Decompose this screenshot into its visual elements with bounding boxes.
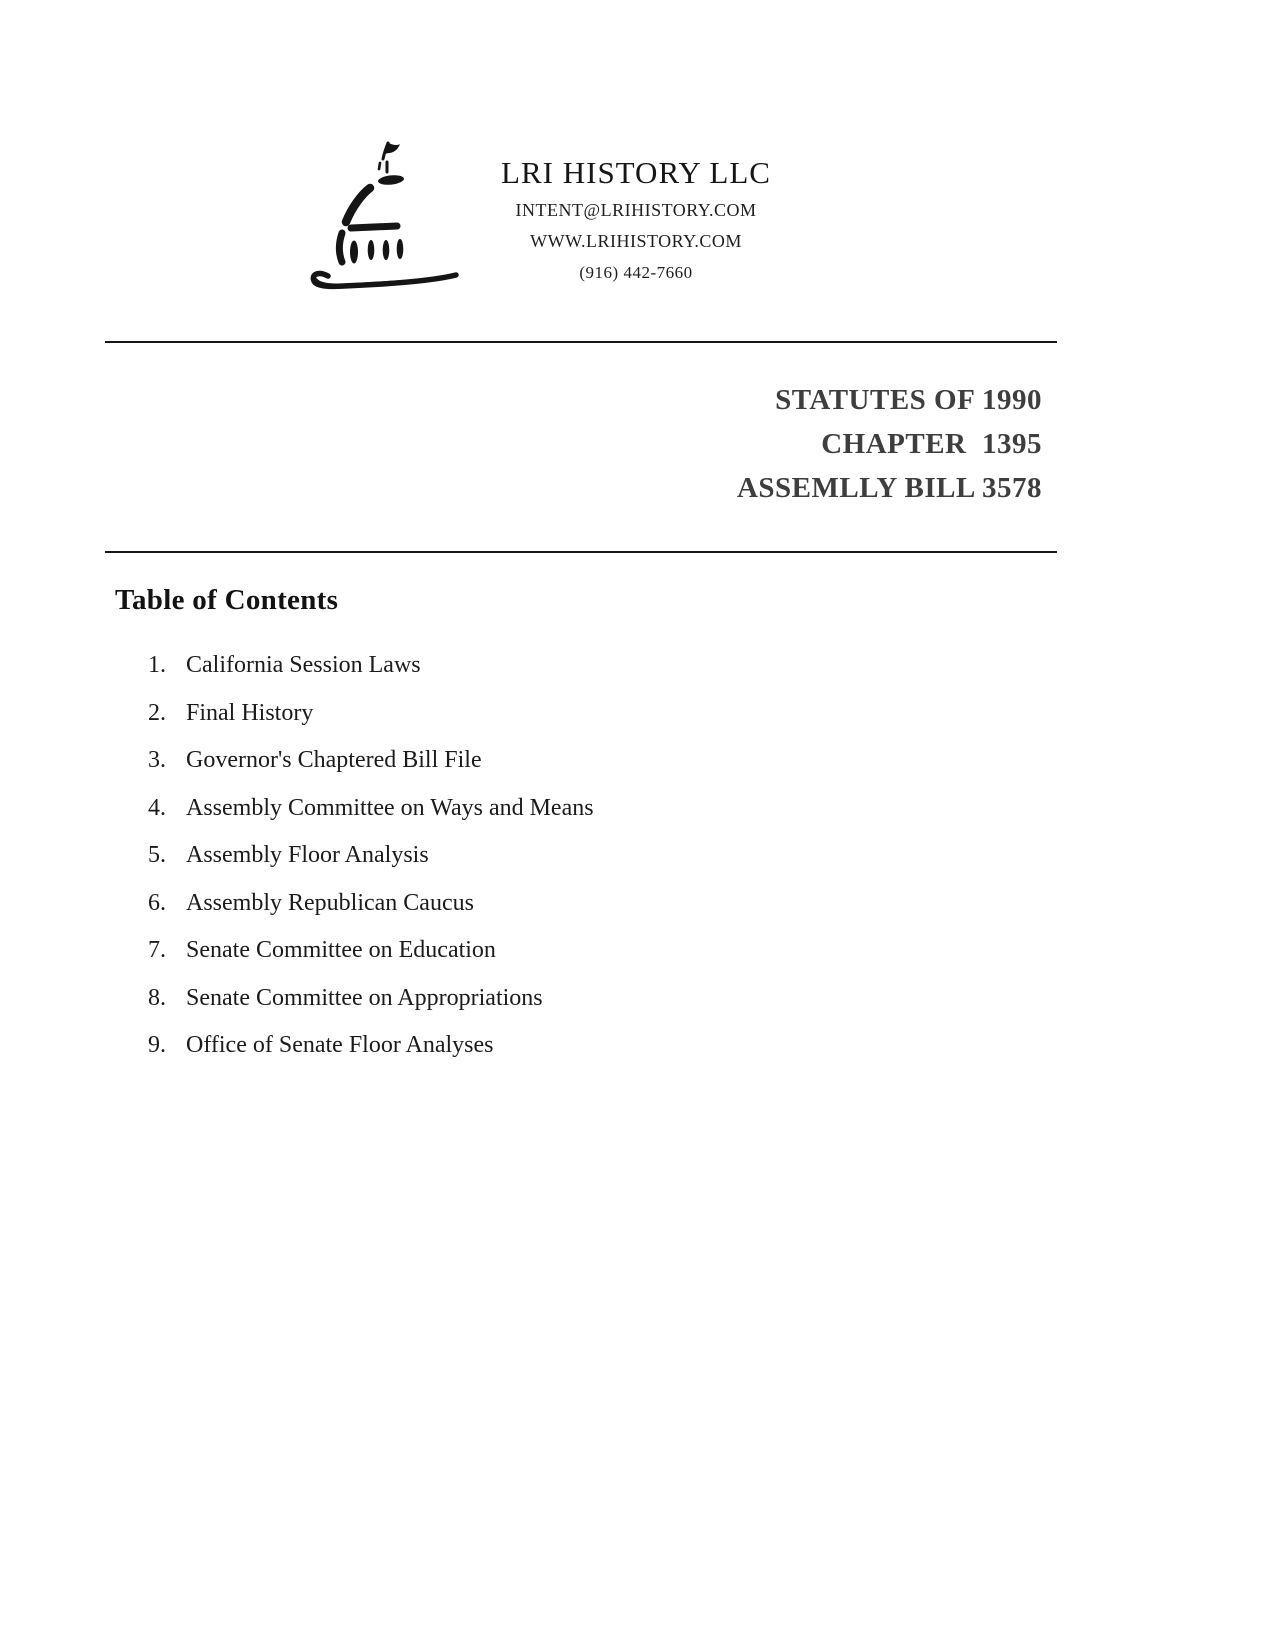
chapter-line: CHAPTER 1395: [821, 428, 1042, 460]
toc-item: [148, 1033, 594, 1058]
toc-item-label: Assembly Republican Caucus: [186, 889, 474, 916]
toc-item: [148, 748, 594, 773]
toc-item-label: California Session Laws: [186, 652, 421, 678]
toc-item-number: 8.: [148, 984, 166, 1011]
divider-top: [105, 341, 1057, 343]
statute-title-block: [737, 378, 1042, 510]
toc-item-number: 5.: [148, 842, 166, 868]
toc-item-label: Senate Committee on Education: [186, 937, 496, 963]
toc-list: [148, 653, 594, 1081]
org-phone: (916) 442-7660: [579, 263, 693, 282]
toc-item-label: Senate Committee on Appropriations: [186, 984, 543, 1011]
toc-item-number: 7.: [148, 937, 166, 963]
toc-item-number: 3.: [148, 747, 166, 773]
toc-item: [148, 938, 594, 963]
letterhead: [436, 150, 836, 288]
bill-line: ASSEMLLY BILL 3578: [736, 472, 1042, 504]
toc-item: [148, 891, 594, 916]
divider-bottom: [105, 551, 1057, 553]
org-website: WWW.LRIHISTORY.COM: [530, 231, 742, 251]
toc-item-number: 6.: [148, 889, 166, 916]
statute-year-line: STATUTES OF 1990: [775, 384, 1042, 416]
toc-item-number: 2.: [148, 699, 166, 726]
toc-item: [148, 986, 594, 1011]
toc-item: [148, 796, 594, 821]
toc-item-label: Assembly Floor Analysis: [186, 842, 429, 868]
toc-item-number: 4.: [148, 794, 166, 821]
toc-item-number: 9.: [148, 1032, 166, 1058]
org-name: LRI HISTORY LLC: [501, 155, 771, 190]
toc-item: [148, 843, 594, 868]
toc-item: [148, 653, 594, 678]
toc-item-label: Governor's Chaptered Bill File: [186, 747, 482, 773]
toc-item: [148, 701, 594, 726]
toc-item-label: Office of Senate Floor Analyses: [186, 1032, 494, 1058]
org-email: INTENT@LRIHISTORY.COM: [515, 200, 757, 220]
toc-heading: Table of Contents: [115, 584, 339, 616]
toc-item-label: Final History: [186, 699, 314, 726]
toc-item-label: Assembly Committee on Ways and Means: [186, 794, 594, 821]
toc-item-number: 1.: [148, 652, 166, 678]
